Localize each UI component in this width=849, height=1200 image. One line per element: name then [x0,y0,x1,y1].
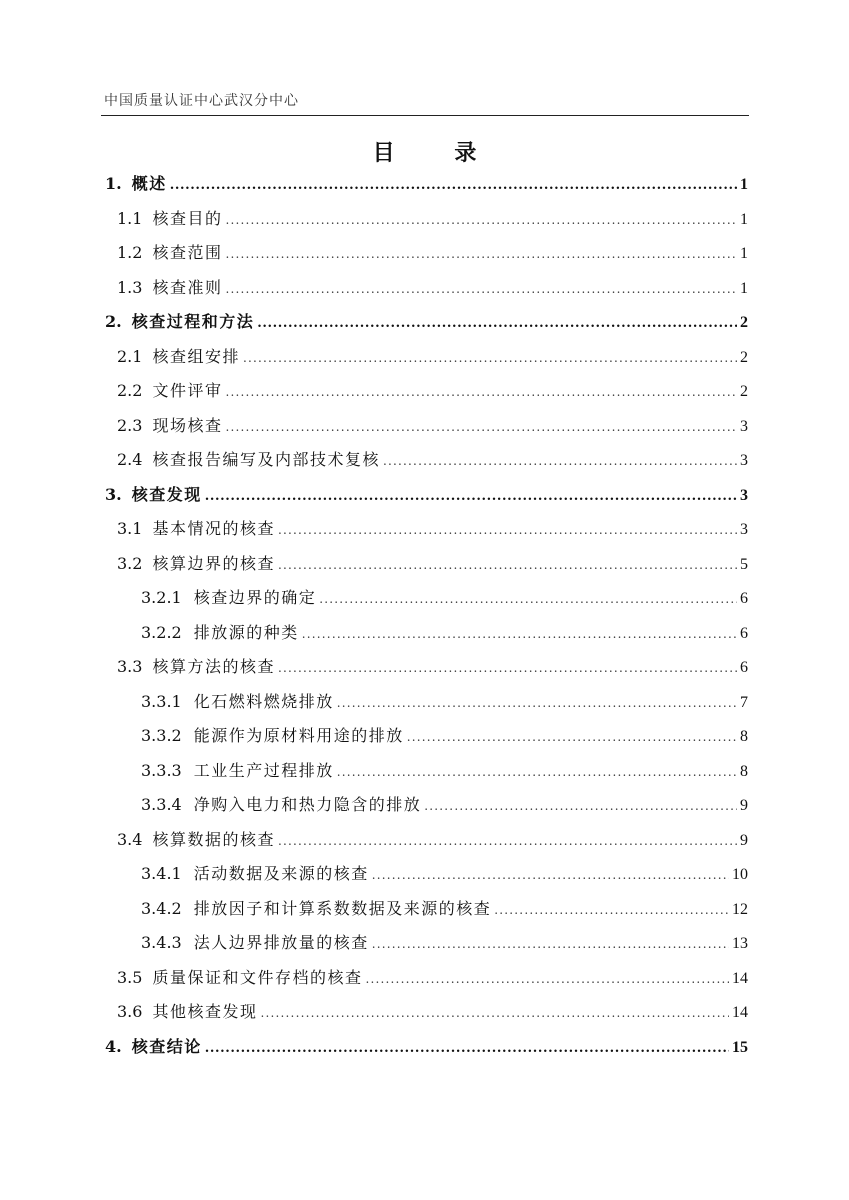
toc-leader-dots [337,758,737,786]
toc-entry-number: 4. [105,1036,122,1056]
toc-leader-dots [257,310,737,338]
toc-entry-label: 概述 [131,174,167,193]
toc-entry-number: 2.1 [117,346,143,366]
toc-entry[interactable] [105,1033,748,1061]
toc-entry-page-number: 1 [740,279,748,297]
toc-leader-dots [365,965,729,993]
toc-leader-dots [243,344,737,372]
toc-leader-dots [372,861,729,889]
toc-entry[interactable] [117,239,748,267]
toc-entry[interactable] [117,515,748,543]
toc-entry-number: 3.4.1 [141,864,182,883]
toc-entry-number: 3.1 [117,519,143,538]
toc-entry-page-number: 14 [732,969,748,987]
toc-entry-label: 核查准则 [152,277,223,297]
toc-entry[interactable] [117,998,748,1026]
toc-entry[interactable] [117,343,748,371]
toc-entry[interactable] [117,446,748,474]
toc-entry-label: 核查报告编写及内部技术复核 [152,450,380,469]
toc-entry-label: 其他核查发现 [152,1002,258,1021]
toc-leader-dots [225,378,737,406]
toc-leader-dots [225,240,737,268]
toc-entry-number: 3.4.2 [141,898,182,918]
toc-entry-page-number: 6 [740,590,748,607]
toc-entry-number: 3. [105,484,122,504]
toc-entry-label: 质量保证和文件存档的核查 [152,967,363,987]
toc-entry-page-number: 9 [740,797,748,814]
toc-leader-dots [225,413,737,441]
toc-entry-label: 现场核查 [152,415,223,435]
toc-entry[interactable] [117,964,748,992]
toc-entry-page-number: 7 [740,693,748,711]
toc-entry-page-number: 2 [740,383,748,400]
toc-entry-page-number: 10 [732,866,748,883]
toc-leader-dots [278,654,737,682]
toc-entry-number: 3.4.3 [141,933,182,952]
toc-entry-label: 活动数据及来源的核查 [193,864,369,883]
toc-entry-label: 核算边界的核查 [152,553,275,573]
toc-entry-page-number: 3 [740,521,748,538]
toc-leader-dots [302,620,737,648]
toc-entry-page-number: 9 [740,831,748,849]
toc-entry-number: 3.2.2 [141,622,182,642]
toc-entry-page-number: 2 [740,348,748,366]
toc-entry-number: 1.1 [117,208,143,228]
toc-entry-page-number: 12 [732,900,748,918]
toc-entry[interactable] [141,791,748,819]
toc-entry-number: 2.4 [117,450,143,469]
toc-entry[interactable] [117,826,748,854]
toc-entry-page-number: 3 [740,452,748,469]
toc-leader-dots [225,275,737,303]
toc-entry-label: 核查结论 [131,1036,202,1056]
toc-leader-dots [278,551,737,579]
toc-entry-page-number: 6 [740,659,748,676]
toc-entry-label: 核查过程和方法 [131,312,255,331]
toc-entry-page-number: 5 [740,555,748,573]
toc-entry-label: 核算数据的核查 [152,829,275,849]
toc-entry-label: 能源作为原材料用途的排放 [193,726,404,745]
toc-entry-label: 核查范围 [152,243,223,262]
toc-leader-dots [205,483,737,511]
toc-entry[interactable] [117,205,748,233]
toc-entry[interactable] [117,274,748,302]
toc-entry-number: 3.2 [117,553,143,573]
toc-entry-label: 核查组安排 [152,346,240,366]
toc-entry[interactable] [141,688,748,716]
toc-entry-page-number: 15 [732,1038,748,1056]
toc-entry-label: 排放因子和计算系数数据及来源的核查 [193,898,492,918]
toc-entry[interactable] [141,757,748,785]
toc-entry-number: 3.3.4 [141,795,182,814]
toc-entry-page-number: 3 [740,417,748,435]
toc-entry-label: 法人边界排放量的核查 [193,933,369,952]
toc-leader-dots [319,585,737,613]
toc-entry-number: 2.3 [117,415,143,435]
toc-leader-dots [407,723,737,751]
toc-entry-page-number: 8 [740,728,748,745]
toc-entry-label: 核算方法的核查 [152,657,275,676]
toc-title: 目 录 [372,140,503,166]
toc-entry-number: 3.3.3 [141,760,182,780]
toc-leader-dots [278,516,737,544]
toc-entry-label: 净购入电力和热力隐含的排放 [193,795,422,814]
toc-entry-number: 3.3 [117,657,143,676]
toc-entry[interactable] [105,170,748,198]
toc-entry-number: 2. [105,312,122,331]
toc-entry-page-number: 13 [732,935,748,952]
toc-entry-page-number: 1 [740,245,748,262]
toc-entry[interactable] [105,481,748,509]
toc-entry[interactable] [117,377,748,405]
toc-entry-label: 核查边界的确定 [193,588,317,607]
toc-entry-number: 1.2 [117,243,143,262]
toc-leader-dots [205,1035,729,1063]
toc-entry[interactable] [141,895,748,923]
toc-entry-number: 3.6 [117,1002,143,1021]
toc-entry-number: 2.2 [117,381,143,400]
toc-leader-dots [170,172,737,200]
toc-entry-page-number: 1 [740,176,748,193]
toc-leader-dots [372,930,729,958]
toc-entry-number: 3.4 [117,829,143,849]
toc-entry-label: 核查发现 [131,484,202,504]
toc-entry-number: 1.3 [117,277,143,297]
toc-entry[interactable] [141,619,748,647]
toc-entry[interactable] [105,308,748,336]
toc-entry-number: 3.2.1 [141,588,182,607]
toc-entry-page-number: 8 [740,762,748,780]
toc-leader-dots [424,792,737,820]
toc-entry-page-number: 6 [740,624,748,642]
toc-entry[interactable] [141,584,748,612]
toc-entry-number: 3.5 [117,967,143,987]
toc-entry-number: 3.3.2 [141,726,182,745]
toc-entry-label: 基本情况的核查 [152,519,275,538]
toc-entry-label: 核查目的 [152,208,223,228]
toc-entry-label: 工业生产过程排放 [193,760,334,780]
toc-entry[interactable] [141,722,748,750]
toc-leader-dots [260,999,729,1027]
toc-entry[interactable] [141,860,748,888]
toc-leader-dots [278,827,737,855]
toc-leader-dots [383,447,737,475]
toc-entry-page-number: 1 [740,210,748,228]
toc-leader-dots [225,206,737,234]
toc-leader-dots [494,896,729,924]
toc-entry-label: 文件评审 [152,381,223,400]
header-divider [101,115,749,116]
toc-entry-page-number: 2 [740,314,748,331]
toc-leader-dots [337,689,737,717]
page-header: 中国质量认证中心武汉分中心 [104,93,299,109]
toc-entry[interactable] [117,550,748,578]
toc-entry-page-number: 14 [732,1004,748,1021]
toc-entry[interactable] [117,653,748,681]
toc-entry-page-number: 3 [740,486,748,504]
toc-entry-number: 1. [105,174,122,193]
toc-entry[interactable] [117,412,748,440]
toc-entry-label: 排放源的种类 [193,622,299,642]
toc-entry[interactable] [141,929,748,957]
toc-entry-label: 化石燃料燃烧排放 [193,691,334,711]
toc-entry-number: 3.3.1 [141,691,182,711]
